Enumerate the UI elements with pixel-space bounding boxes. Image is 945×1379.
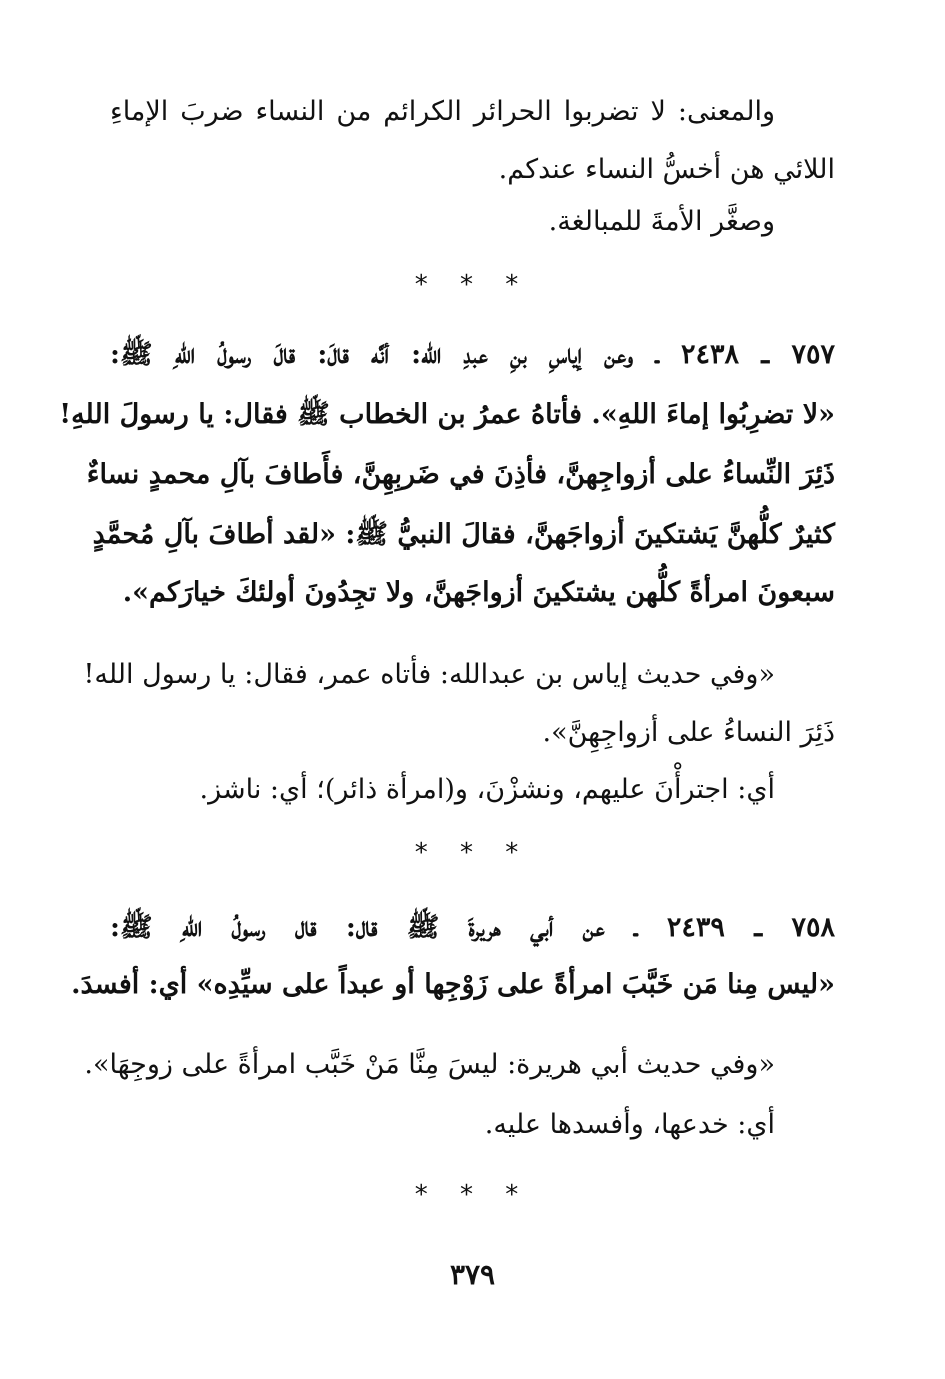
section-separator: * * * xyxy=(414,838,531,868)
page-number: ٣٧٩ xyxy=(449,1258,496,1291)
section-separator: * * * xyxy=(414,270,531,300)
text-line: اللائي هن أخسُّ النساء عندكم. xyxy=(498,154,835,185)
text-line: والمعنى: لا تضربوا الحرائر الكرائم من النساء ضربَ الإماءِ xyxy=(110,96,775,127)
hadith-text-line: «ليس مِنا مَن خَبَّبَ امرأةً على زَوْجِها أو عبداً على سيِّدِه» أي: أفسدَ. xyxy=(71,969,835,1000)
section-separator: * * * xyxy=(414,1180,531,1210)
book-page xyxy=(59,0,835,1379)
commentary-line: «وفي حديث إياس بن عبدالله: فأتاه عمر، فقال: يا رسول الله! xyxy=(83,659,775,690)
hadith-heading: ٧٥٧ ـ ٢٤٣٨ ـ وعن إياسِ بنِ عبدِ الله: أنَّه قالَ: قالَ رسولُ اللهِ ﷺ: xyxy=(110,339,835,370)
text-line: وصغَّر الأمةَ للمبالغة. xyxy=(548,206,775,237)
commentary-line: «وفي حديث أبي هريرة: ليسَ مِنَّا مَنْ خَبَّب امرأةً على زوجِهَا». xyxy=(84,1049,775,1080)
hadith-text-line: «لا تضرِبُوا إماءَ اللهِ». فأتاهُ عمرُ بن الخطاب ﷺ فقال: يا رسولَ اللهِ! xyxy=(59,399,835,430)
hadith-text-line: كثيرٌ كلُّهنَّ يَشتكينَ أزواجَهنَّ، فقالَ النبيُّ ﷺ: «لقد أطافَ بآلِ مُحمَّدٍ xyxy=(92,519,835,550)
commentary-line: ذَئِرَ النساءُ على أزواجِهِنَّ». xyxy=(542,717,835,748)
hadith-text-line: ذَئِرَ النِّساءُ على أزواجِهنَّ، فأذِنَ في ضَربِهِنَّ، فأَطافَ بآلِ محمدٍ نساءٌ xyxy=(86,459,835,490)
hadith-heading: ٧٥٨ ـ ٢٤٣٩ ـ عن أبي هريرةَ ﷺ قال: قال رسولُ اللهِ ﷺ: xyxy=(110,912,835,943)
commentary-line: أي: اجترأْنَ عليهم، ونشزْنَ، و(امرأة ذائر)؛ أي: ناشز. xyxy=(199,774,775,805)
hadith-text-line: سبعونَ امرأةً كلُّهن يشتكينَ أزواجَهنَّ، ولا تجِدُونَ أولئكَ خيارَكم». xyxy=(122,577,835,608)
commentary-line: أي: خدعها، وأفسدها عليه. xyxy=(484,1109,775,1140)
